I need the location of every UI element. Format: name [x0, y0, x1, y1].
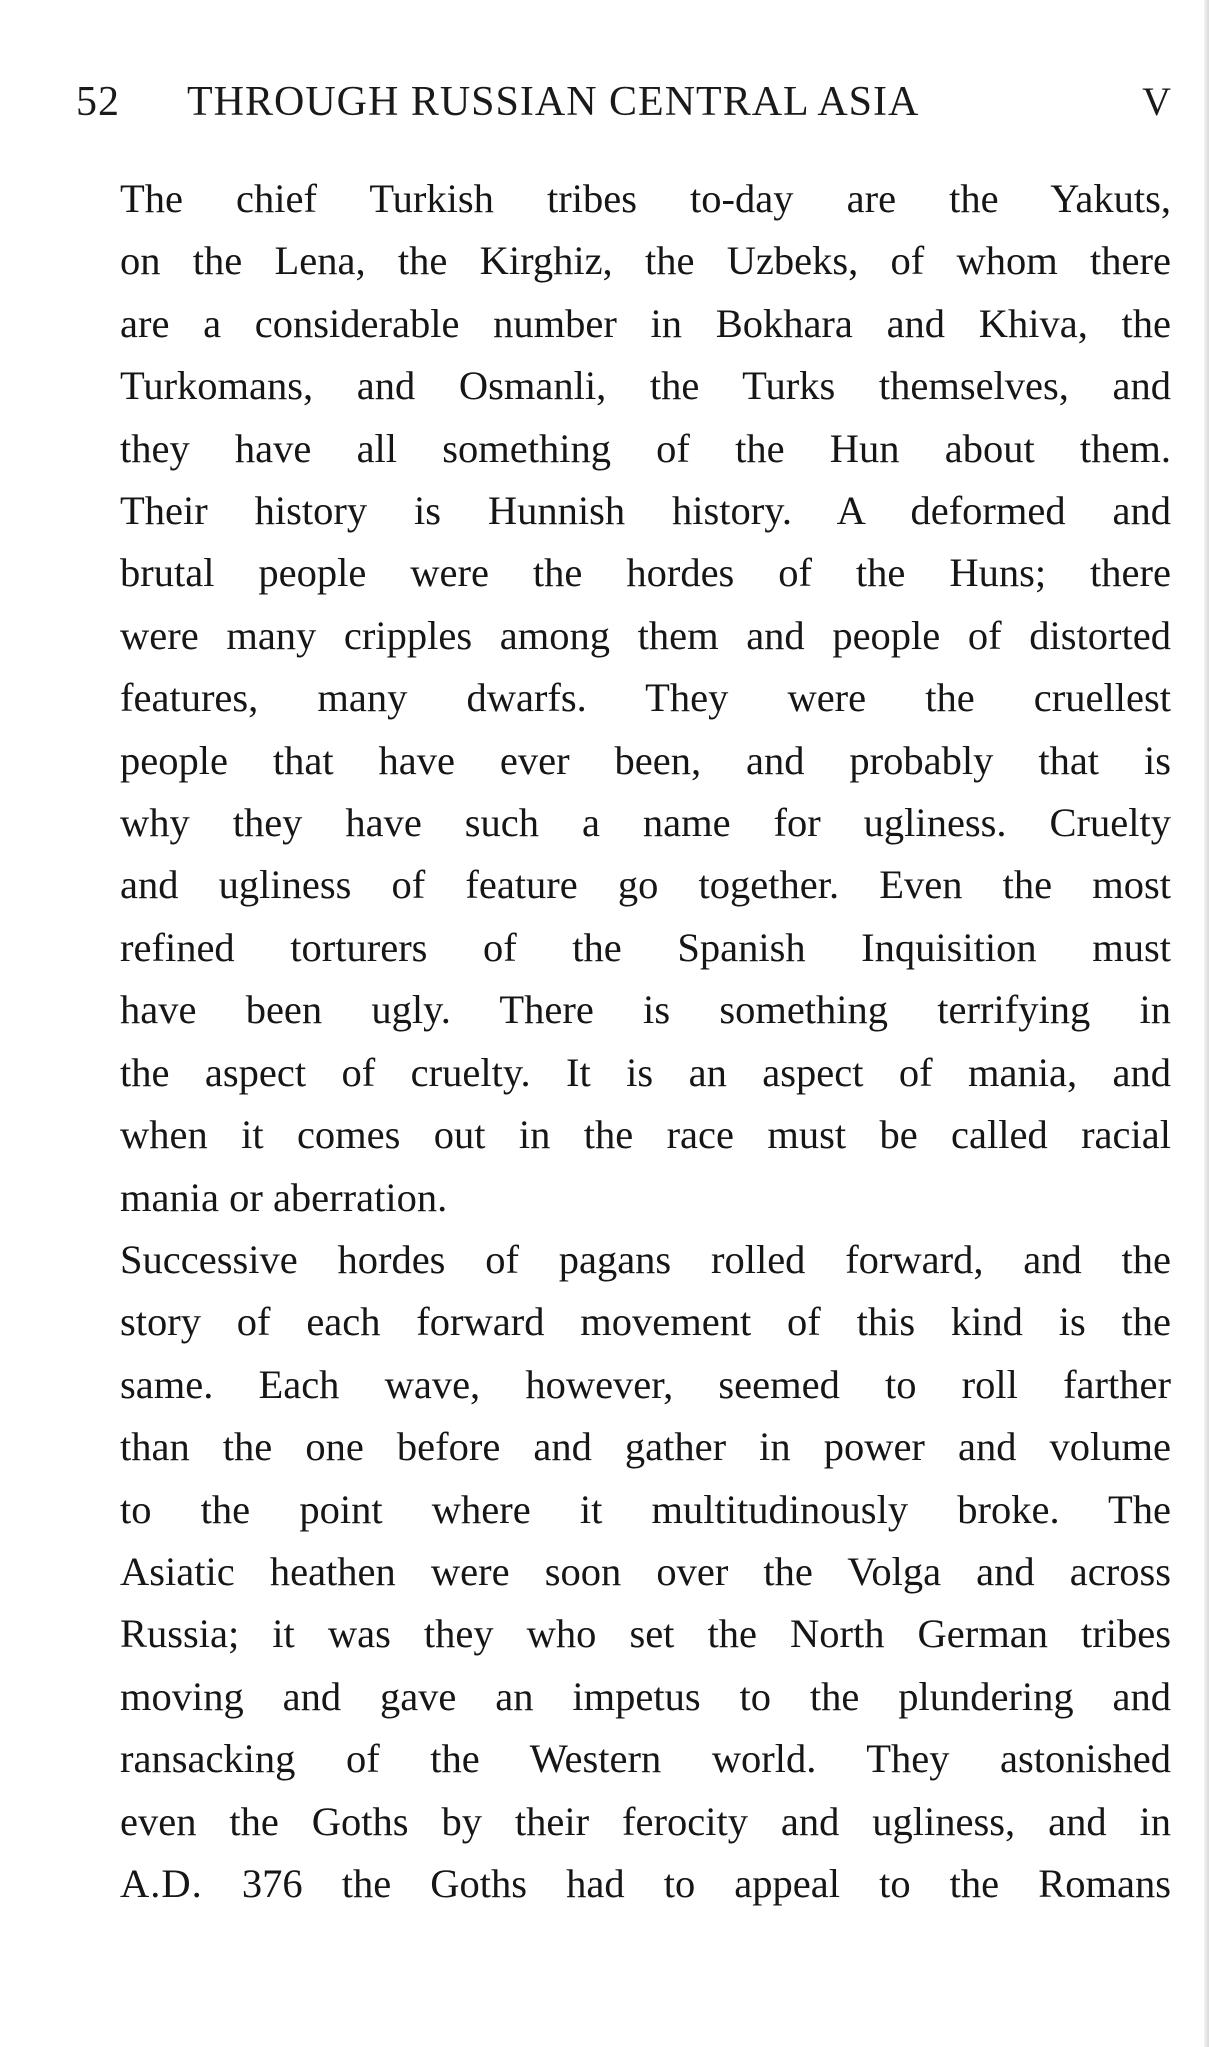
text-line: Their history is Hunnish history. A deformed and — [120, 488, 1171, 534]
paragraph-2 — [76, 1229, 1171, 1915]
running-title: THROUGH RUSSIAN CENTRAL ASIA — [187, 79, 920, 125]
era-abbreviation: A.D. — [120, 1860, 203, 1906]
body-text — [76, 168, 1171, 1915]
text-line-rest: 376 the Goths had to appeal to the Romans — [241, 1860, 1172, 1906]
text-line: why they have such a name for ugliness. Cruelty — [120, 800, 1171, 846]
text-line: Russia; it was they who set the North German tribes — [120, 1611, 1171, 1657]
text-line: Asiatic heathen were soon over the Volga and across — [120, 1548, 1171, 1594]
text-line: were many cripples among them and people of distorted — [120, 612, 1171, 658]
text-line: are a considerable number in Bokhara and Khiva, the — [120, 300, 1171, 346]
text-line: and ugliness of feature go together. Even the most — [120, 862, 1171, 908]
text-line: to the point where it multitudinously broke. The — [120, 1486, 1171, 1532]
text-line: ransacking of the Western world. They astonished — [120, 1736, 1171, 1782]
page-number: 52 — [76, 79, 120, 125]
text-line: the aspect of cruelty. It is an aspect of mania, and — [120, 1049, 1171, 1095]
text-line: features, many dwarfs. They were the cruellest — [120, 675, 1171, 721]
paragraph-1 — [76, 168, 1171, 1229]
text-line: people that have ever been, and probably that is — [120, 737, 1171, 783]
text-line: than the one before and gather in power and volume — [120, 1424, 1171, 1470]
text-line: refined torturers of the Spanish Inquisition must — [120, 924, 1171, 970]
page-edge-shadow — [1204, 0, 1209, 2047]
text-line: even the Goths by their ferocity and ugliness, and in — [120, 1798, 1171, 1844]
text-line: on the Lena, the Kirghiz, the Uzbeks, of whom there — [120, 238, 1171, 284]
text-line: mania or aberration. — [120, 1174, 448, 1220]
text-line: Successive hordes of pagans rolled forward, and the — [120, 1236, 1171, 1282]
text-line: moving and gave an impetus to the plundering and — [120, 1673, 1171, 1719]
text-line: same. Each wave, however, seemed to roll farther — [120, 1361, 1171, 1407]
text-line: brutal people were the hordes of the Huns; there — [120, 550, 1171, 596]
text-line: story of each forward movement of this kind is the — [120, 1299, 1171, 1345]
chapter-number: V — [1142, 79, 1171, 124]
text-line: The chief Turkish tribes to-day are the Yakuts, — [120, 176, 1171, 221]
text-line-final — [76, 1853, 1171, 1915]
text-line: Turkomans, and Osmanli, the Turks themselves, and — [120, 363, 1171, 409]
text-line: they have all something of the Hun about them. — [120, 425, 1171, 471]
text-line: have been ugly. There is something terrifying in — [120, 987, 1171, 1033]
text-line: when it comes out in the race must be called racial — [120, 1112, 1171, 1158]
running-header — [76, 78, 1171, 128]
